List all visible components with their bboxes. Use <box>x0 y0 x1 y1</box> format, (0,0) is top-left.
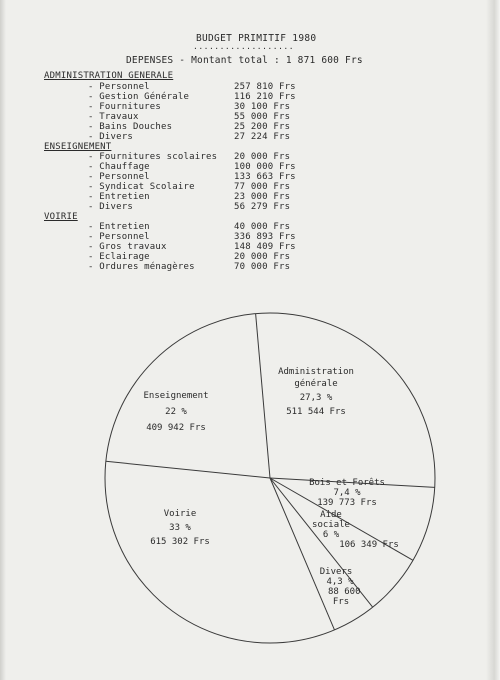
line-item-amount: 40 000 Frs <box>234 222 291 232</box>
line-item-label: - Fournitures <box>88 102 162 112</box>
line-item-label: - Eclairage <box>88 252 150 262</box>
slice-name-line2: sociale <box>312 520 350 530</box>
line-item-label: - Fournitures scolaires <box>88 152 218 162</box>
slice-percent: 33 % <box>169 523 191 533</box>
slice-amount: 139 773 Frs <box>317 498 377 508</box>
line-item-label: - Personnel <box>88 82 150 92</box>
line-item-amount: 116 210 Frs <box>234 92 296 102</box>
section-heading-administration: ADMINISTRATION GENERALE <box>44 71 174 81</box>
line-item-amount: 27 224 Frs <box>234 132 291 142</box>
slice-name: Enseignement <box>143 391 209 401</box>
slice-label-bois-forets <box>302 478 392 508</box>
slice-name: Voirie <box>163 509 197 519</box>
slice-label-voirie <box>130 508 230 548</box>
line-item-label: - Syndicat Scolaire <box>88 182 195 192</box>
line-item-label: - Personnel <box>88 172 150 182</box>
line-item-amount: 30 100 Frs <box>234 102 291 112</box>
line-item-label: - Entretien <box>88 222 150 232</box>
slice-label-aide-sociale <box>306 510 356 540</box>
line-item-amount: 20 000 Frs <box>234 252 291 262</box>
slice-name: Administration <box>278 367 354 377</box>
section-heading-voirie: VOIRIE <box>44 212 78 222</box>
line-item-amount: 148 409 Frs <box>234 242 296 252</box>
line-item-label: - Divers <box>88 132 133 142</box>
pie-slice-divider <box>106 461 270 478</box>
pie-slice-dividers <box>106 314 435 630</box>
line-item-label: - Divers <box>88 202 133 212</box>
line-item-amount: 100 000 Frs <box>234 162 296 172</box>
slice-name: Aide <box>320 510 342 520</box>
slice-amount-unit: Frs <box>332 597 350 607</box>
slice-amount-aide-sociale: 106 349 Frs <box>339 540 399 550</box>
title-underline-dots: ··················· <box>193 44 295 53</box>
slice-percent: 6 % <box>322 530 340 540</box>
slice-name: Bois et Forêts <box>309 478 385 488</box>
line-item-label: - Bains Douches <box>88 122 173 132</box>
line-item-amount: 56 279 Frs <box>234 202 291 212</box>
section-heading-enseignement: ENSEIGNEMENT <box>44 142 112 152</box>
slice-amount: 409 942 Frs <box>146 423 206 433</box>
line-item-amount: 20 000 Frs <box>234 152 291 162</box>
line-item-amount: 23 000 Frs <box>234 192 291 202</box>
line-item-label: - Travaux <box>88 112 139 122</box>
slice-percent: 4,3 % <box>326 577 354 587</box>
slice-amount: 88 600 <box>328 587 361 597</box>
document-title: BUDGET PRIMITIF 1980 <box>196 33 317 44</box>
slice-amount: 615 302 Frs <box>150 537 210 547</box>
line-item-amount: 70 000 Frs <box>234 262 291 272</box>
line-item-label: - Gestion Générale <box>88 92 190 102</box>
line-item-amount: 25 200 Frs <box>234 122 291 132</box>
slice-amount: 511 544 Frs <box>286 407 346 417</box>
slice-label-administration <box>256 366 376 418</box>
line-item-amount: 257 810 Frs <box>234 82 296 92</box>
slice-label-enseignement <box>126 390 226 434</box>
line-item-amount: 55 000 Frs <box>234 112 291 122</box>
line-item-label: - Personnel <box>88 232 150 242</box>
slice-name: Divers <box>319 567 353 577</box>
slice-percent: 27,3 % <box>299 393 333 403</box>
slice-label-divers <box>314 567 361 607</box>
line-item-amount: 77 000 Frs <box>234 182 291 192</box>
line-item-amount: 133 663 Frs <box>234 172 296 182</box>
expenses-total-line: DEPENSES - Montant total : 1 871 600 Frs <box>126 55 363 66</box>
line-item-amount: 336 893 Frs <box>234 232 296 242</box>
line-item-label: - Entretien <box>88 192 150 202</box>
slice-percent: 7,4 % <box>333 488 361 498</box>
line-item-label: - Chauffage <box>88 162 150 172</box>
slice-percent: 22 % <box>165 407 187 417</box>
line-item-label: - Ordures ménagères <box>88 262 195 272</box>
slice-name-line2: générale <box>294 379 338 389</box>
line-item-label: - Gros travaux <box>88 242 167 252</box>
